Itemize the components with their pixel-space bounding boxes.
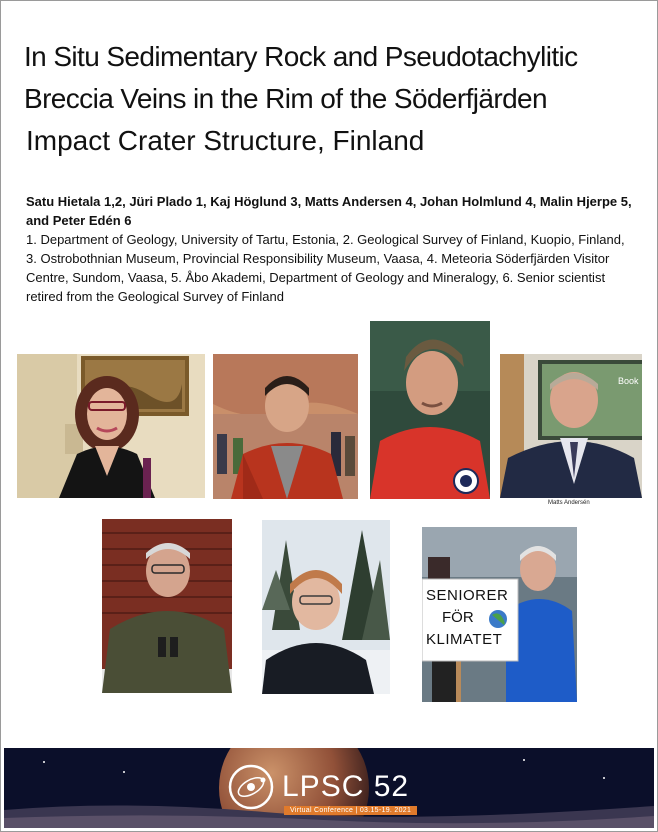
photo-malin-hjerpe — [262, 520, 390, 694]
sign-line-1: SENIORER — [426, 587, 509, 604]
title-line-1: In Situ Sedimentary Rock and Pseudotachylitic — [24, 41, 578, 72]
photo-kaj-hoglund — [370, 321, 490, 499]
photo-caption: Matts Andersén — [548, 500, 590, 506]
title-line-2: Breccia Veins in the Rim of the Söderfjärden — [24, 83, 548, 114]
banner-subtitle: Virtual Conference | 03.15-19. 2021 — [284, 806, 417, 815]
photo-johan-holmlund — [102, 519, 232, 693]
photo-matts-andersen — [500, 354, 642, 498]
sign-text — [426, 585, 508, 651]
poster-title — [24, 36, 644, 162]
photo-satu-hietala — [17, 354, 205, 498]
affiliations-text: 1. Department of Geology, University of Tartu, Estonia, 2. Geological Survey of Finland, Kuopio, Finland, 3. Ostrobothnian Museum, Provincial Responsibility Museum, Vaasa, 4. Meteoria Söderfjärden Visitor Centre, Sundom, Vaasa, 5. Åbo Akademi, Department of Geology and Mineralogy, 6. Senior scientist retired from the Geological Survey of Finland — [26, 232, 625, 304]
authors-list: Satu Hietala 1,2, Jüri Plado 1, Kaj Höglund 3, Matts Andersen 4, Johan Holmlund 4, Malin Hjerpe 5, and Peter Edén 6 — [26, 194, 632, 228]
title-line-3: Impact Crater Structure, Finland — [26, 125, 425, 156]
sign-line-3: KLIMATET — [426, 631, 503, 648]
lpsc-logo-icon — [226, 762, 276, 812]
banner-title: LPSC 52 — [282, 770, 410, 803]
photo-peter-eden — [422, 527, 577, 702]
photo-juri-plado — [213, 354, 358, 499]
sign-line-2: FÖR — [442, 609, 474, 626]
screen-text: Book — [618, 376, 639, 386]
